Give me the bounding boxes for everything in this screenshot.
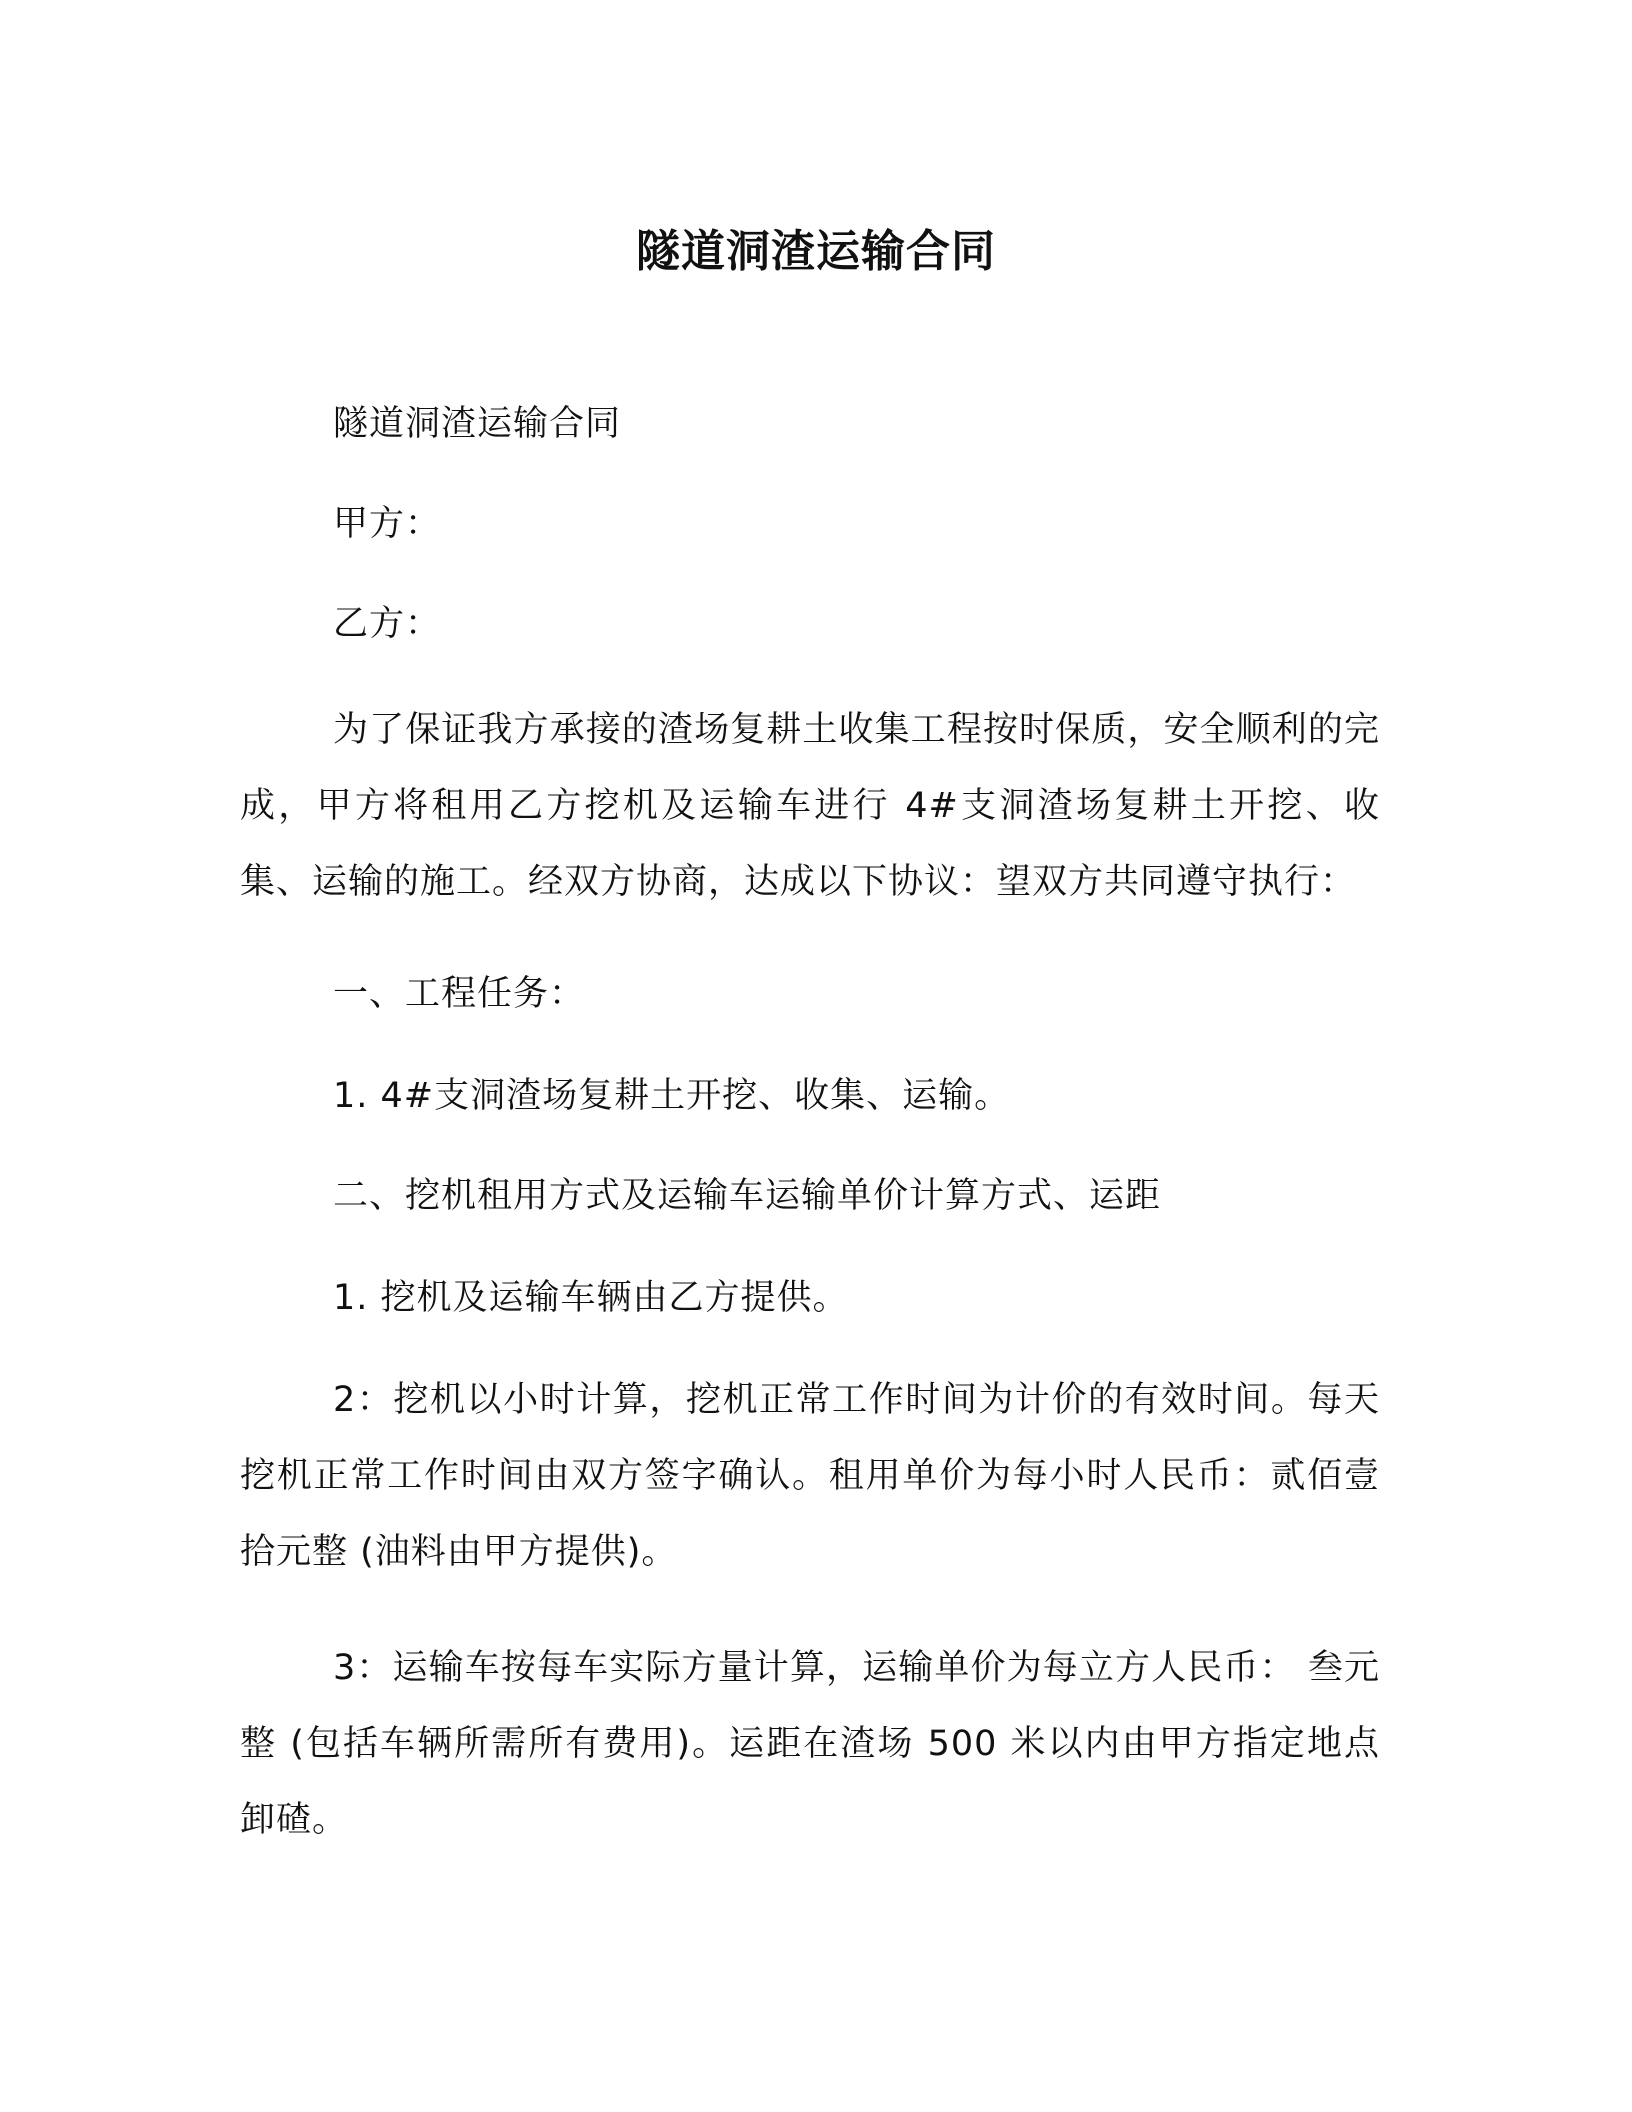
party-a-line	[240, 486, 1380, 562]
section2-item3-block	[240, 1630, 1380, 1858]
document-subtitle	[240, 386, 1380, 462]
section2-item3: 3：运输车按每车实际方量计算，运输单价为每立方人民币： 叁元整 (包括车辆所需所有费用)。运距在渣场 500 米以内由甲方指定地点卸碴。	[240, 1648, 1380, 1840]
party-b-line	[240, 586, 1380, 662]
section2-item1: 1. 挖机及运输车辆由乙方提供。	[333, 1278, 849, 1318]
section1-heading-block	[240, 956, 1380, 1032]
section2-item2: 2：挖机以小时计算，挖机正常工作时间为计价的有效时间。每天挖机正常工作时间由双方签字确认。租用单价为每小时人民币：贰佰壹拾元整 (油料由甲方提供)。	[240, 1380, 1380, 1572]
section2-heading: 二、挖机租用方式及运输车运输单价计算方式、运距	[333, 1176, 1162, 1216]
intro-paragraph	[240, 692, 1380, 920]
subtitle-line: 隧道洞渣运输合同	[333, 404, 622, 444]
section1-heading: 一、工程任务：	[333, 974, 586, 1014]
section2-item2-block	[240, 1362, 1380, 1590]
section2-item1-block	[240, 1260, 1380, 1336]
section2-heading-block	[240, 1158, 1380, 1234]
party-b-label: 乙方：	[333, 604, 442, 644]
section1-item1: 1. 4#支洞渣场复耕土开挖、收集、运输。	[333, 1076, 1011, 1116]
section1-item1-block	[240, 1058, 1380, 1134]
party-a-label: 甲方：	[333, 504, 442, 544]
document-title: 隧道洞渣运输合同	[636, 226, 996, 277]
intro-text: 为了保证我方承接的渣场复耕土收集工程按时保质，安全顺利的完成，甲方将租用乙方挖机及运输车进行 4#支洞渣场复耕土开挖、收集、运输的施工。经双方协商，达成以下协议：望双方共同遵守执行：	[240, 710, 1380, 902]
